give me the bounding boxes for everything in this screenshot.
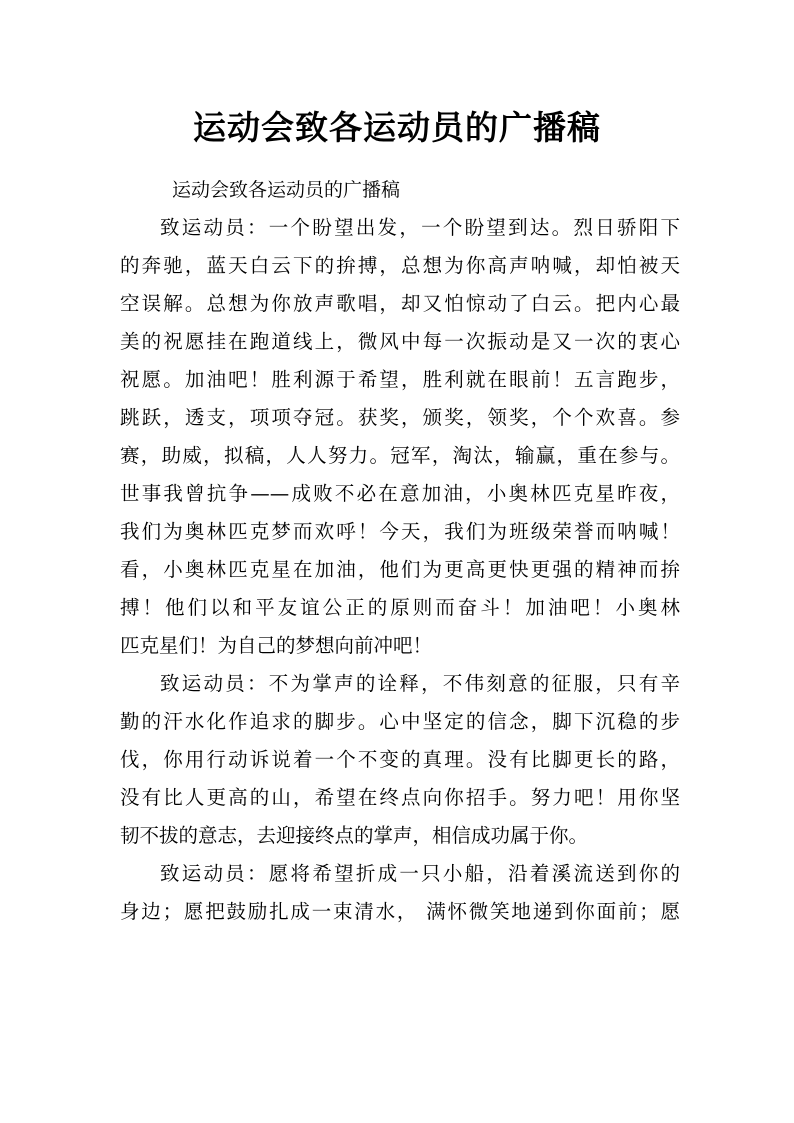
text-line: 匹克星们！为自己的梦想向前冲吧！ [120, 634, 433, 657]
text-line: 我们为奥林匹克梦而欢呼！今天，我们为班级荣誉而呐喊！ [120, 520, 680, 543]
text-line: 祝愿。加油吧！胜利源于希望，胜利就在眼前！五言跑步， [120, 368, 680, 391]
text-line: 搏！他们以和平友谊公正的原则而奋斗！加油吧！小奥林 [120, 596, 680, 619]
text-line: 看，小奥林匹克星在加油，他们为更高更快更强的精神而拚 [120, 558, 680, 581]
paragraph-3 [120, 855, 680, 931]
text-line: 韧不拔的意志，去迎接终点的掌声，相信成功属于你。 [120, 824, 589, 847]
text-line: 赛，助威，拟稿，人人努力。冠军，淘汰，输赢，重在参与。 [120, 444, 680, 467]
text-line: 身边；愿把鼓励扎成一束清水， 满怀微笑地递到你面前；愿 [120, 900, 680, 923]
document-subtitle: 运动会致各运动员的广播稿 [172, 179, 401, 201]
paragraph-2 [120, 665, 680, 855]
text-line: 美的祝愿挂在跑道线上，微风中每一次振动是又一次的衷心 [120, 330, 680, 353]
document-body [120, 209, 680, 931]
text-line: 伐，你用行动诉说着一个不变的真理。没有比脚更长的路， [120, 748, 680, 771]
text-line: 致运动员：一个盼望出发，一个盼望到达。烈日骄阳下 [160, 216, 680, 239]
text-line: 空误解。总想为你放声歌唱，却又怕惊动了白云。把内心最 [120, 292, 680, 315]
text-line: 的奔驰，蓝天白云下的拚搏，总想为你高声呐喊，却怕被天 [120, 254, 680, 277]
text-line: 勤的汗水化作追求的脚步。心中坚定的信念，脚下沉稳的步 [120, 710, 680, 733]
document-title: 运动会致各运动员的广播稿 [193, 108, 601, 147]
text-line: 跳跃，透支，项项夺冠。获奖，颁奖，领奖，个个欢喜。参 [120, 406, 680, 429]
paragraph-1 [120, 209, 680, 665]
text-line: 致运动员：愿将希望折成一只小船，沿着溪流送到你的 [160, 862, 680, 885]
text-line: 没有比人更高的山，希望在终点向你招手。努力吧！用你坚 [120, 786, 680, 809]
text-line: 世事我曾抗争——成败不必在意加油，小奥林匹克星昨夜， [120, 482, 680, 505]
text-line: 致运动员：不为掌声的诠释，不伟刻意的征服，只有辛 [160, 672, 680, 695]
